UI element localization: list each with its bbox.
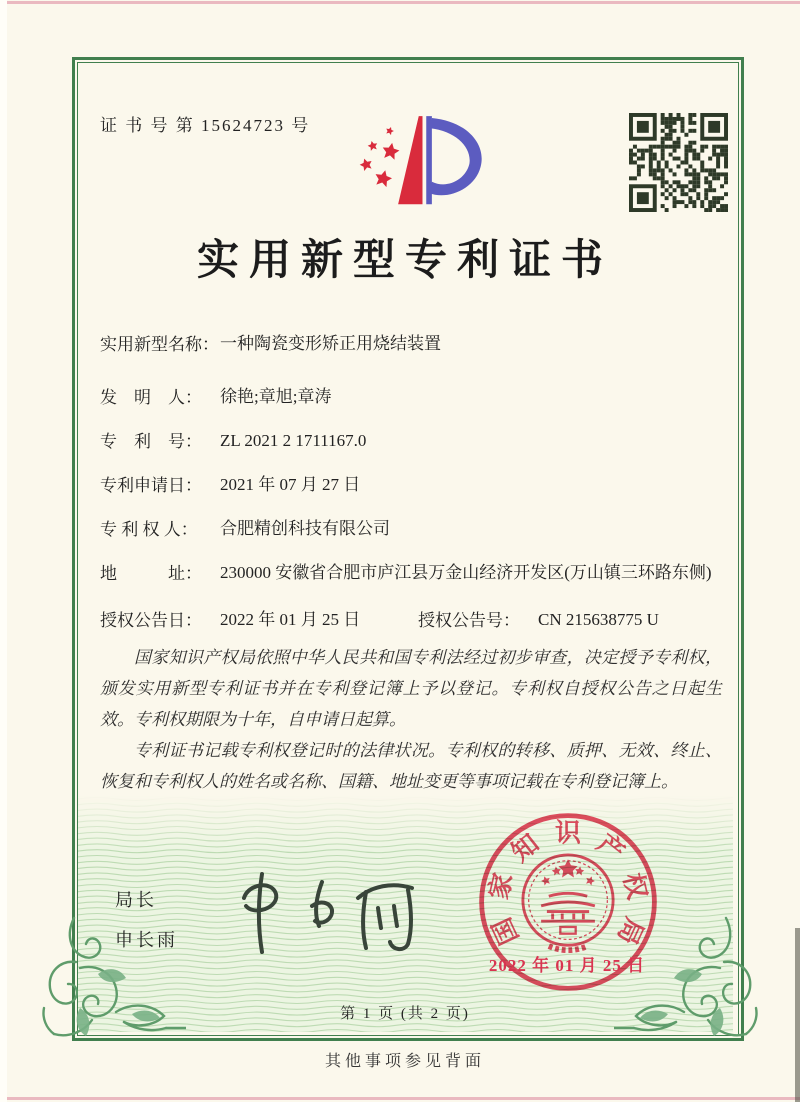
field-label: 发 明 人： [100,388,202,407]
field-patentee [100,515,390,542]
field-grant-number [418,606,659,633]
seal-emblem-stars [540,859,596,886]
svg-text:识: 识 [555,818,581,848]
svg-text:产: 产 [591,828,630,868]
field-utility-model-name [100,330,441,357]
field-value: 合肥精创科技有限公司 [220,519,390,538]
field-label: 授权公告日： [100,611,202,630]
scan-edge-top [0,1,800,4]
commissioner-signature [220,856,430,966]
field-value: CN 215638775 U [538,610,659,629]
field-grant-date [100,606,360,633]
commissioner-name: 申长雨 [115,930,178,950]
field-value: 2021 年 07 月 27 日 [220,475,361,494]
svg-text:局: 局 [611,913,649,949]
legal-text [100,642,722,797]
cnipa-logo-icon [340,110,490,214]
field-value: 2022 年 01 月 25 日 [220,610,361,629]
back-note: 其他事项参见背面 [324,1053,485,1070]
field-label: 专 利 号： [100,432,202,451]
legal-paragraph: 国家知识产权局依照中华人民共和国专利法经过初步审查，决定授予专利权，颁发实用新型专利证书并在专利登记簿上予以登记。专利权自授权公告之日起生效。专利权期限为十年，自申请日起算。 [100,648,722,729]
field-patent-number [100,427,366,454]
field-label: 专 利 权 人： [100,520,198,539]
svg-text:国: 国 [487,913,525,949]
field-value: 一种陶瓷变形矫正用烧结装置 [220,334,441,353]
certificate-number: 证 书 号 第 15624723 号 [100,116,311,135]
seal-emblem-gate [541,893,595,933]
svg-text:权: 权 [617,870,653,903]
scan-edge-left [0,0,7,1102]
field-label: 实用新型名称： [100,335,219,354]
scan-edge-right [795,928,800,1102]
qr-code [629,113,728,212]
certificate-title: 实用新型专利证书 [196,238,613,284]
field-inventors [100,383,331,410]
legal-paragraph: 专利证书记载专利权登记时的法律状况。专利权的转移、质押、无效、终止、恢复和专利权人的姓名或名称、国籍、地址变更等事项记载在专利登记簿上。 [100,741,722,791]
svg-text:家: 家 [483,870,519,903]
field-address [100,559,720,586]
field-value: 230000 安徽省合肥市庐江县万金山经济开发区(万山镇三环路东侧) [220,563,712,582]
field-value: 徐艳;章旭;章涛 [220,387,332,406]
page-number: 第 1 页 (共 2 页) [340,1006,470,1022]
field-value: ZL 2021 2 1711167.0 [220,431,367,450]
commissioner-title: 局长 [115,890,157,910]
field-label: 地 址： [100,564,202,583]
field-label: 授权公告号： [418,611,520,630]
svg-text:知: 知 [506,828,545,868]
scan-edge-bottom [0,1097,800,1100]
field-filing-date [100,471,360,498]
field-label: 专利申请日： [100,476,202,495]
seal-date: 2022 年 01 月 25 日 [488,956,646,975]
